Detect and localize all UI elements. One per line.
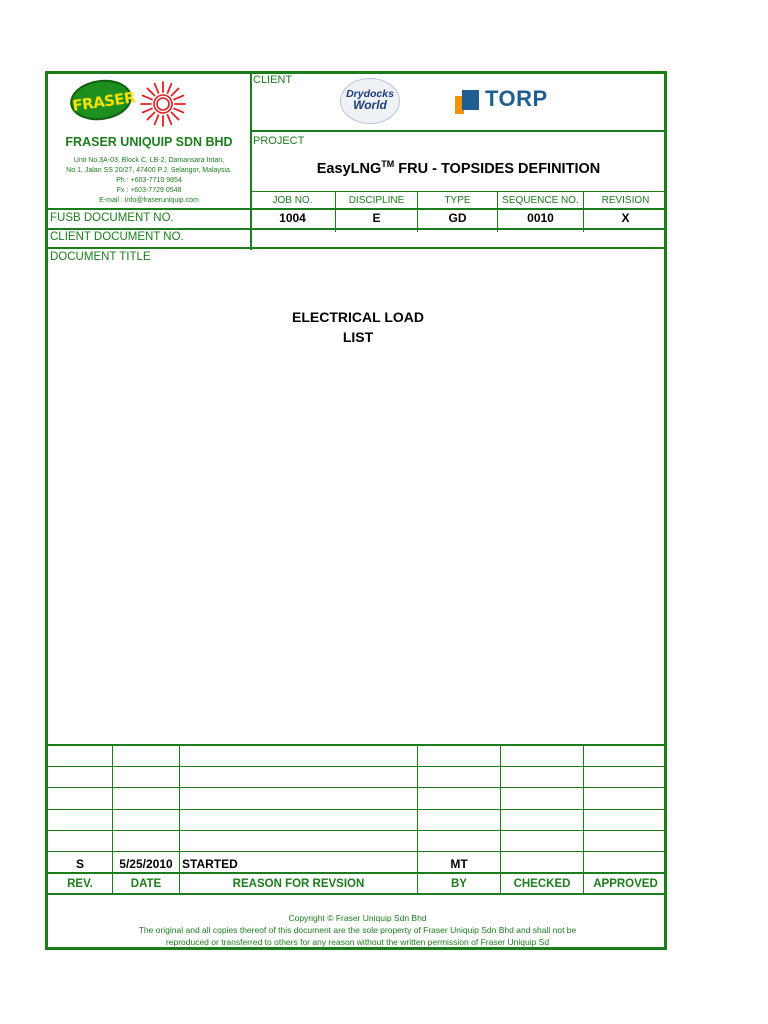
fraser-logo	[68, 76, 135, 124]
divider	[48, 247, 667, 249]
divider	[48, 809, 667, 810]
divider	[48, 893, 667, 895]
document-title-line: ELECTRICAL LOAD	[292, 309, 424, 325]
divider	[48, 872, 667, 874]
divider	[48, 787, 667, 788]
address-line: Unit No.3A-03, Block C, LB-2, Damansara Intan,	[73, 157, 225, 164]
job-no-value: 1004	[279, 211, 306, 225]
copyright-notice	[48, 912, 667, 948]
divider	[48, 228, 667, 230]
project-title	[250, 159, 667, 177]
revision-rev-cell: S	[75, 857, 84, 871]
discipline-value: E	[372, 211, 381, 225]
phone-line: Ph : +603-7710 9854	[116, 177, 182, 184]
divider	[417, 744, 418, 894]
project-label: PROJECT	[253, 135, 305, 147]
divider	[500, 744, 501, 894]
company-address	[48, 156, 250, 206]
torp-logo-icon	[455, 90, 479, 114]
reason-header: REASON FOR REVSION	[232, 878, 365, 890]
date-header: DATE	[130, 878, 162, 890]
divider	[48, 766, 667, 767]
fraser-logo-text: FRASER	[71, 88, 137, 115]
sun-logo-icon	[139, 80, 187, 128]
divider	[48, 744, 667, 746]
sequence-no-header: SEQUENCE NO.	[502, 195, 579, 206]
divider	[179, 744, 180, 894]
sequence-no-value: 0010	[527, 211, 554, 225]
document-cover-sheet	[45, 71, 667, 950]
revision-by-cell: MT	[450, 857, 468, 871]
fax-line: Fx : +603-7729 0548	[116, 187, 182, 194]
copyright-line: Copyright © Fraser Uniquip Sdn Bhd	[288, 913, 427, 923]
document-title-label: DOCUMENT TITLE	[50, 251, 151, 263]
document-title-line: LIST	[342, 329, 374, 345]
divider	[250, 130, 667, 132]
rev-header: REV.	[67, 878, 93, 890]
copyright-line: The original and all copies thereof of this document are the sole property of Fraser Uniquip Sdn Bhd and shall not be	[138, 925, 577, 935]
by-header: BY	[451, 878, 467, 890]
job-no-header: JOB NO.	[272, 195, 313, 206]
document-title	[258, 307, 458, 347]
checked-header: CHECKED	[513, 878, 571, 890]
fusb-document-no-label: FUSB DOCUMENT NO.	[50, 212, 174, 224]
drydocks-logo-line: Drydocks	[346, 88, 394, 100]
trademark-sup: TM	[381, 159, 395, 169]
divider	[48, 830, 667, 831]
revision-header: REVISION	[601, 195, 650, 206]
drydocks-logo-line: World	[353, 98, 387, 112]
torp-logo-text: TORP	[485, 86, 548, 111]
divider	[583, 744, 584, 894]
divider	[48, 208, 667, 210]
client-label: CLIENT	[253, 74, 293, 86]
revision-reason-cell: STARTED	[182, 857, 238, 871]
email-line: E-mail : info@fraseruniquip.com	[99, 197, 199, 204]
project-title-rest: FRU - TOPSIDES DEFINITION	[394, 160, 601, 177]
divider	[48, 851, 667, 852]
discipline-header: DISCIPLINE	[348, 195, 405, 206]
revision-value: X	[621, 211, 630, 225]
divider	[112, 744, 113, 894]
project-title-main: EasyLNG	[316, 160, 382, 177]
address-line: No.1, Jalan SS 20/27, 47400 P.J. Selangor, Malaysia.	[66, 167, 232, 174]
company-name: FRASER UNIQUIP SDN BHD	[65, 135, 233, 149]
type-header: TYPE	[444, 195, 471, 206]
approved-header: APPROVED	[593, 878, 658, 890]
type-value: GD	[448, 211, 467, 225]
drydocks-world-logo	[340, 78, 400, 124]
copyright-line: reproduced or transferred to others for any reason without the written permission of Fraser Uniquip Sd	[165, 937, 550, 947]
divider	[250, 191, 667, 192]
client-document-no-label: CLIENT DOCUMENT NO.	[50, 231, 184, 243]
revision-date-cell: 5/25/2010	[119, 857, 173, 871]
